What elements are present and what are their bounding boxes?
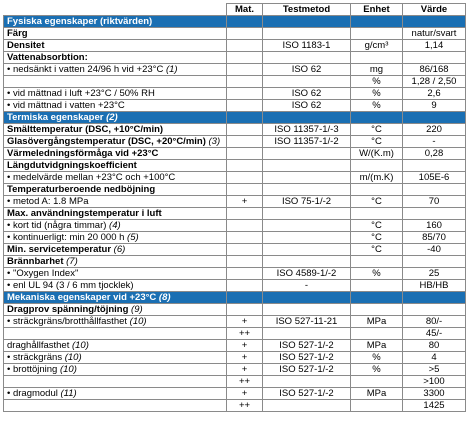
property-label xyxy=(4,136,227,148)
mat-cell xyxy=(227,64,263,76)
section-header xyxy=(4,112,466,124)
unit-cell xyxy=(351,400,403,412)
mat-cell: + xyxy=(227,316,263,328)
table-row xyxy=(4,244,466,256)
unit-cell xyxy=(351,160,403,172)
section-header xyxy=(4,16,466,28)
property-label xyxy=(4,328,227,340)
section-title-ref: (2) xyxy=(106,111,118,123)
table-row xyxy=(4,148,466,160)
method-cell xyxy=(263,76,351,88)
table-row xyxy=(4,208,466,220)
mat-cell xyxy=(227,100,263,112)
section-title-text: Termiska egenskaper xyxy=(7,111,107,123)
unit-cell xyxy=(351,328,403,340)
value-cell: 2,6 xyxy=(403,88,466,100)
unit-cell: MPa xyxy=(351,388,403,400)
property-label xyxy=(4,304,227,316)
property-label-text: Temperaturberoende nedböjning xyxy=(7,183,156,195)
unit-cell xyxy=(351,256,403,268)
unit-cell: m/(m.K) xyxy=(351,172,403,184)
table-row xyxy=(4,172,466,184)
method-cell xyxy=(263,160,351,172)
value-cell: 4 xyxy=(403,352,466,364)
property-label xyxy=(4,124,227,136)
mat-cell: + xyxy=(227,196,263,208)
property-label xyxy=(4,400,227,412)
table-body xyxy=(4,16,466,412)
section-filler-cell xyxy=(227,112,263,124)
value-cell xyxy=(403,256,466,268)
value-cell xyxy=(403,208,466,220)
property-label xyxy=(4,40,227,52)
property-label-text: Brännbarhet xyxy=(7,255,67,267)
unit-cell: % xyxy=(351,100,403,112)
value-cell: 160 xyxy=(403,220,466,232)
unit-cell: °C xyxy=(351,136,403,148)
section-title-text: Mekaniska egenskaper vid +23°C xyxy=(7,291,159,303)
property-label xyxy=(4,184,227,196)
unit-cell xyxy=(351,184,403,196)
property-label xyxy=(4,160,227,172)
value-cell: 1425 xyxy=(403,400,466,412)
mat-cell xyxy=(227,220,263,232)
section-filler-cell xyxy=(227,292,263,304)
method-cell: ISO 4589-1/-2 xyxy=(263,268,351,280)
unit-cell: MPa xyxy=(351,340,403,352)
property-label-text: • medelvärde mellan +23°C och +100°C xyxy=(7,171,176,183)
property-label xyxy=(4,256,227,268)
property-ref: (3) xyxy=(208,135,221,147)
method-cell: ISO 11357-1/-2 xyxy=(263,136,351,148)
unit-cell: mg xyxy=(351,64,403,76)
method-cell xyxy=(263,400,351,412)
table-row xyxy=(4,328,466,340)
property-label-text: • enl UL 94 (3 / 6 mm tjocklek) xyxy=(7,279,134,291)
table-row xyxy=(4,268,466,280)
property-label-text: • sträckgräns xyxy=(7,351,65,363)
property-ref: (4) xyxy=(109,219,121,231)
method-cell xyxy=(263,304,351,316)
property-ref: (5) xyxy=(127,231,139,243)
table-row xyxy=(4,40,466,52)
mat-cell: + xyxy=(227,388,263,400)
table-row xyxy=(4,124,466,136)
unit-cell: °C xyxy=(351,244,403,256)
property-label xyxy=(4,220,227,232)
property-label-text: • kontinuerligt: min 20 000 h xyxy=(7,231,128,243)
table-row xyxy=(4,364,466,376)
value-cell xyxy=(403,184,466,196)
property-label xyxy=(4,352,227,364)
mat-cell xyxy=(227,304,263,316)
mat-cell: + xyxy=(227,340,263,352)
mat-cell xyxy=(227,124,263,136)
property-label xyxy=(4,316,227,328)
mat-cell xyxy=(227,160,263,172)
property-label-text: Glasövergångstemperatur (DSC, +20°C/min) xyxy=(7,135,209,147)
property-label-text: • dragmodul xyxy=(7,387,61,399)
method-cell: ISO 62 xyxy=(263,88,351,100)
property-label-text: Max. användningstemperatur i luft xyxy=(7,207,162,219)
value-cell: 86/168 xyxy=(403,64,466,76)
method-cell: ISO 527-11-21 xyxy=(263,316,351,328)
value-cell: 9 xyxy=(403,100,466,112)
value-cell: 0,28 xyxy=(403,148,466,160)
method-cell xyxy=(263,208,351,220)
section-header xyxy=(4,292,466,304)
property-label-text: Färg xyxy=(7,27,28,39)
table-row xyxy=(4,352,466,364)
property-label xyxy=(4,100,227,112)
section-filler-cell xyxy=(227,16,263,28)
section-title xyxy=(4,112,227,124)
mat-cell: + xyxy=(227,364,263,376)
property-label xyxy=(4,172,227,184)
table-row xyxy=(4,220,466,232)
value-cell: 80/- xyxy=(403,316,466,328)
properties-table xyxy=(3,3,466,412)
table-row xyxy=(4,184,466,196)
unit-cell xyxy=(351,304,403,316)
section-title xyxy=(4,16,227,28)
mat-cell xyxy=(227,40,263,52)
section-filler-cell xyxy=(351,16,403,28)
section-title-text: Fysiska egenskaper (riktvärden) xyxy=(7,15,153,27)
section-filler-cell xyxy=(263,16,351,28)
unit-cell: % xyxy=(351,364,403,376)
mat-cell xyxy=(227,268,263,280)
property-label-text: • metod A: 1.8 MPa xyxy=(7,195,89,207)
table-row xyxy=(4,304,466,316)
property-label xyxy=(4,28,227,40)
property-label-text: • vid mättnad i luft +23°C / 50% RH xyxy=(7,87,155,99)
mat-cell xyxy=(227,184,263,196)
method-cell xyxy=(263,232,351,244)
value-cell xyxy=(403,304,466,316)
property-label xyxy=(4,196,227,208)
mat-cell: + xyxy=(227,352,263,364)
property-label xyxy=(4,376,227,388)
section-title xyxy=(4,292,227,304)
method-cell xyxy=(263,52,351,64)
method-cell xyxy=(263,328,351,340)
section-title-ref: (8) xyxy=(158,291,171,303)
unit-cell: °C xyxy=(351,124,403,136)
property-label-text: • nedsänkt i vatten 24/96 h vid +23°C xyxy=(7,63,166,75)
table-row xyxy=(4,388,466,400)
property-ref: (10) xyxy=(129,315,147,327)
table-row xyxy=(4,76,466,88)
method-cell: ISO 527-1/-2 xyxy=(263,352,351,364)
header-varde: Värde xyxy=(403,4,466,16)
value-cell: 25 xyxy=(403,268,466,280)
property-label xyxy=(4,244,227,256)
table-row xyxy=(4,340,466,352)
header-row xyxy=(4,4,466,16)
value-cell: 80 xyxy=(403,340,466,352)
table-row xyxy=(4,400,466,412)
property-label-text: Längdutvidgningskoefficient xyxy=(7,159,137,171)
property-ref: (10) xyxy=(71,339,89,351)
unit-cell: % xyxy=(351,88,403,100)
unit-cell xyxy=(351,208,403,220)
mat-cell xyxy=(227,76,263,88)
value-cell: 85/70 xyxy=(403,232,466,244)
mat-cell: ++ xyxy=(227,400,263,412)
property-ref: (10) xyxy=(59,363,77,375)
method-cell: ISO 62 xyxy=(263,64,351,76)
header-testmetod: Testmetod xyxy=(263,4,351,16)
property-label xyxy=(4,388,227,400)
property-label xyxy=(4,268,227,280)
unit-cell: MPa xyxy=(351,316,403,328)
table-row xyxy=(4,136,466,148)
method-cell xyxy=(263,28,351,40)
table-row xyxy=(4,88,466,100)
value-cell: >5 xyxy=(403,364,466,376)
mat-cell xyxy=(227,28,263,40)
table-row xyxy=(4,52,466,64)
value-cell xyxy=(403,52,466,64)
property-label xyxy=(4,340,227,352)
mat-cell xyxy=(227,256,263,268)
value-cell: >100 xyxy=(403,376,466,388)
value-cell: 70 xyxy=(403,196,466,208)
mat-cell xyxy=(227,232,263,244)
unit-cell: °C xyxy=(351,232,403,244)
mat-cell: ++ xyxy=(227,376,263,388)
property-label-text: • "Oxygen Index" xyxy=(7,267,79,279)
property-label-rest: ållfasthet xyxy=(31,339,72,351)
method-cell: ISO 11357-1/-3 xyxy=(263,124,351,136)
property-label xyxy=(4,52,227,64)
table-row xyxy=(4,256,466,268)
property-label xyxy=(4,232,227,244)
mat-cell xyxy=(227,148,263,160)
header-enhet: Enhet xyxy=(351,4,403,16)
value-cell: 220 xyxy=(403,124,466,136)
method-cell xyxy=(263,244,351,256)
unit-cell: % xyxy=(351,268,403,280)
mat-cell xyxy=(227,244,263,256)
value-cell: natur/svart xyxy=(403,28,466,40)
property-label xyxy=(4,208,227,220)
mat-cell xyxy=(227,172,263,184)
method-cell: ISO 527-1/-2 xyxy=(263,340,351,352)
unit-cell: °C xyxy=(351,220,403,232)
property-ref: (11) xyxy=(60,387,77,399)
table-row xyxy=(4,64,466,76)
unit-cell xyxy=(351,52,403,64)
section-filler-cell xyxy=(403,16,466,28)
unit-cell: g/cm³ xyxy=(351,40,403,52)
mat-cell xyxy=(227,52,263,64)
property-label xyxy=(4,76,227,88)
method-cell xyxy=(263,148,351,160)
property-label-text: • sträckgräns/brotthållfasthet xyxy=(7,315,130,327)
table-row xyxy=(4,316,466,328)
table-row xyxy=(4,100,466,112)
unit-cell: % xyxy=(351,76,403,88)
section-filler-cell xyxy=(403,292,466,304)
property-label-text: Värmeledningsförmåga vid +23°C xyxy=(7,147,159,159)
property-label xyxy=(4,64,227,76)
unit-cell xyxy=(351,376,403,388)
property-label xyxy=(4,88,227,100)
table-row xyxy=(4,232,466,244)
table-row xyxy=(4,280,466,292)
property-label-text: Dragprov spänning/töjning xyxy=(7,303,132,315)
value-cell: 1,28 / 2,50 xyxy=(403,76,466,88)
method-cell: - xyxy=(263,280,351,292)
table-row xyxy=(4,160,466,172)
property-label-text: • vid mättnad i vatten +23°C xyxy=(7,99,125,111)
method-cell xyxy=(263,376,351,388)
method-cell: ISO 75-1/-2 xyxy=(263,196,351,208)
section-filler-cell xyxy=(351,292,403,304)
property-label-text: • brottöjning xyxy=(7,363,60,375)
value-cell: - xyxy=(403,136,466,148)
section-filler-cell xyxy=(263,292,351,304)
method-cell: ISO 527-1/-2 xyxy=(263,364,351,376)
property-ref: (7) xyxy=(66,255,78,267)
mat-cell xyxy=(227,88,263,100)
value-cell: 45/- xyxy=(403,328,466,340)
value-cell: 105E-6 xyxy=(403,172,466,184)
property-ref: (10) xyxy=(64,351,82,363)
value-cell: 1,14 xyxy=(403,40,466,52)
method-cell: ISO 62 xyxy=(263,100,351,112)
section-filler-cell xyxy=(263,112,351,124)
property-label-text: Smälttemperatur (DSC, +10°C/min) xyxy=(7,123,164,135)
value-cell: HB/HB xyxy=(403,280,466,292)
table-row xyxy=(4,28,466,40)
table-row xyxy=(4,196,466,208)
method-cell xyxy=(263,172,351,184)
property-label xyxy=(4,364,227,376)
property-label-text: Densitet xyxy=(7,39,45,51)
property-ref: (9) xyxy=(131,303,143,315)
property-label-text: dragh xyxy=(7,339,32,351)
unit-cell: °C xyxy=(351,196,403,208)
mat-cell xyxy=(227,280,263,292)
mat-cell: ++ xyxy=(227,328,263,340)
property-label-text: Vattenabsorbtion: xyxy=(7,51,88,63)
unit-cell: W/(K.m) xyxy=(351,148,403,160)
property-ref: (1) xyxy=(165,63,178,75)
value-cell: -40 xyxy=(403,244,466,256)
property-label-text: Min. servicetemperatur xyxy=(7,243,114,255)
table-row xyxy=(4,376,466,388)
value-cell: 3300 xyxy=(403,388,466,400)
method-cell: ISO 527-1/-2 xyxy=(263,388,351,400)
unit-cell xyxy=(351,280,403,292)
unit-cell: % xyxy=(351,352,403,364)
method-cell xyxy=(263,220,351,232)
property-label-text: • kort tid (några timmar) xyxy=(7,219,110,231)
property-label xyxy=(4,148,227,160)
method-cell xyxy=(263,256,351,268)
header-empty xyxy=(4,4,227,16)
header-mat: Mat. xyxy=(227,4,263,16)
unit-cell xyxy=(351,28,403,40)
section-filler-cell xyxy=(403,112,466,124)
value-cell xyxy=(403,160,466,172)
property-ref: (6) xyxy=(113,243,126,255)
method-cell: ISO 1183-1 xyxy=(263,40,351,52)
mat-cell xyxy=(227,208,263,220)
mat-cell xyxy=(227,136,263,148)
section-filler-cell xyxy=(351,112,403,124)
method-cell xyxy=(263,184,351,196)
property-label xyxy=(4,280,227,292)
